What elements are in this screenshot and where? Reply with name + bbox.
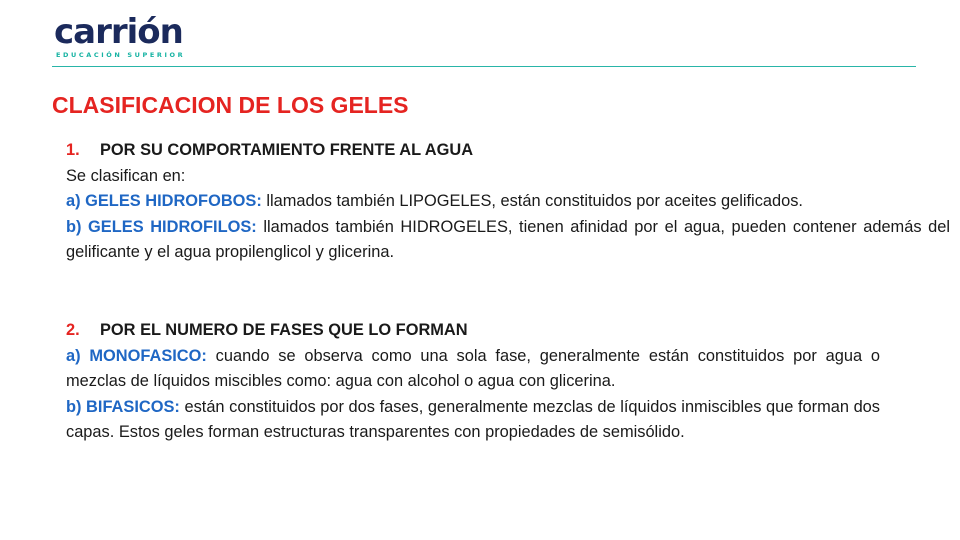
section-water-behavior [66,138,950,266]
page-title: CLASIFICACION DE LOS GELES [52,92,409,118]
logo-tagline: EDUCACIÓN SUPERIOR [56,51,186,59]
list-item [66,189,950,215]
item-text: están constituidos por dos fases, generalmente mezclas de líquidos inmiscibles que forman dos capas. Estos geles forman estructuras transparentes con propiedades de semisólido. [66,397,880,441]
item-text: llamados también HIDROGELES, tienen afinidad por el agua, pueden contener además del gelificante y el agua propilenglicol y glicerina. [66,217,950,261]
header-divider [52,66,916,67]
item-text: llamados también LIPOGELES, están constituidos por aceites gelificados. [266,192,803,210]
item-term: b) BIFASICOS: [66,397,180,416]
item-term: b) GELES HIDROFILOS: [66,217,257,236]
section-intro: Se clasifican en: [66,166,186,185]
section-phases [66,318,880,446]
section-heading-text: POR EL NUMERO DE FASES QUE LO FORMAN [100,321,468,339]
list-item [66,215,950,266]
item-text: cuando se observa como una sola fase, generalmente están constituidos por agua o mezclas de líquidos miscibles como: agua con alcohol o agua con glicerina. [66,346,880,390]
section-heading-text: POR SU COMPORTAMIENTO FRENTE AL AGUA [100,141,474,159]
list-item [66,395,880,446]
section-heading [66,138,950,164]
list-item [66,344,880,395]
item-term: a) MONOFASICO: [66,346,207,365]
section-number: 2. [66,321,80,339]
logo-wordmark: carrión [54,12,183,52]
item-term: a) GELES HIDROFOBOS: [66,192,262,210]
section-heading [66,318,880,344]
brand-logo [54,14,185,59]
section-number: 1. [66,141,80,159]
